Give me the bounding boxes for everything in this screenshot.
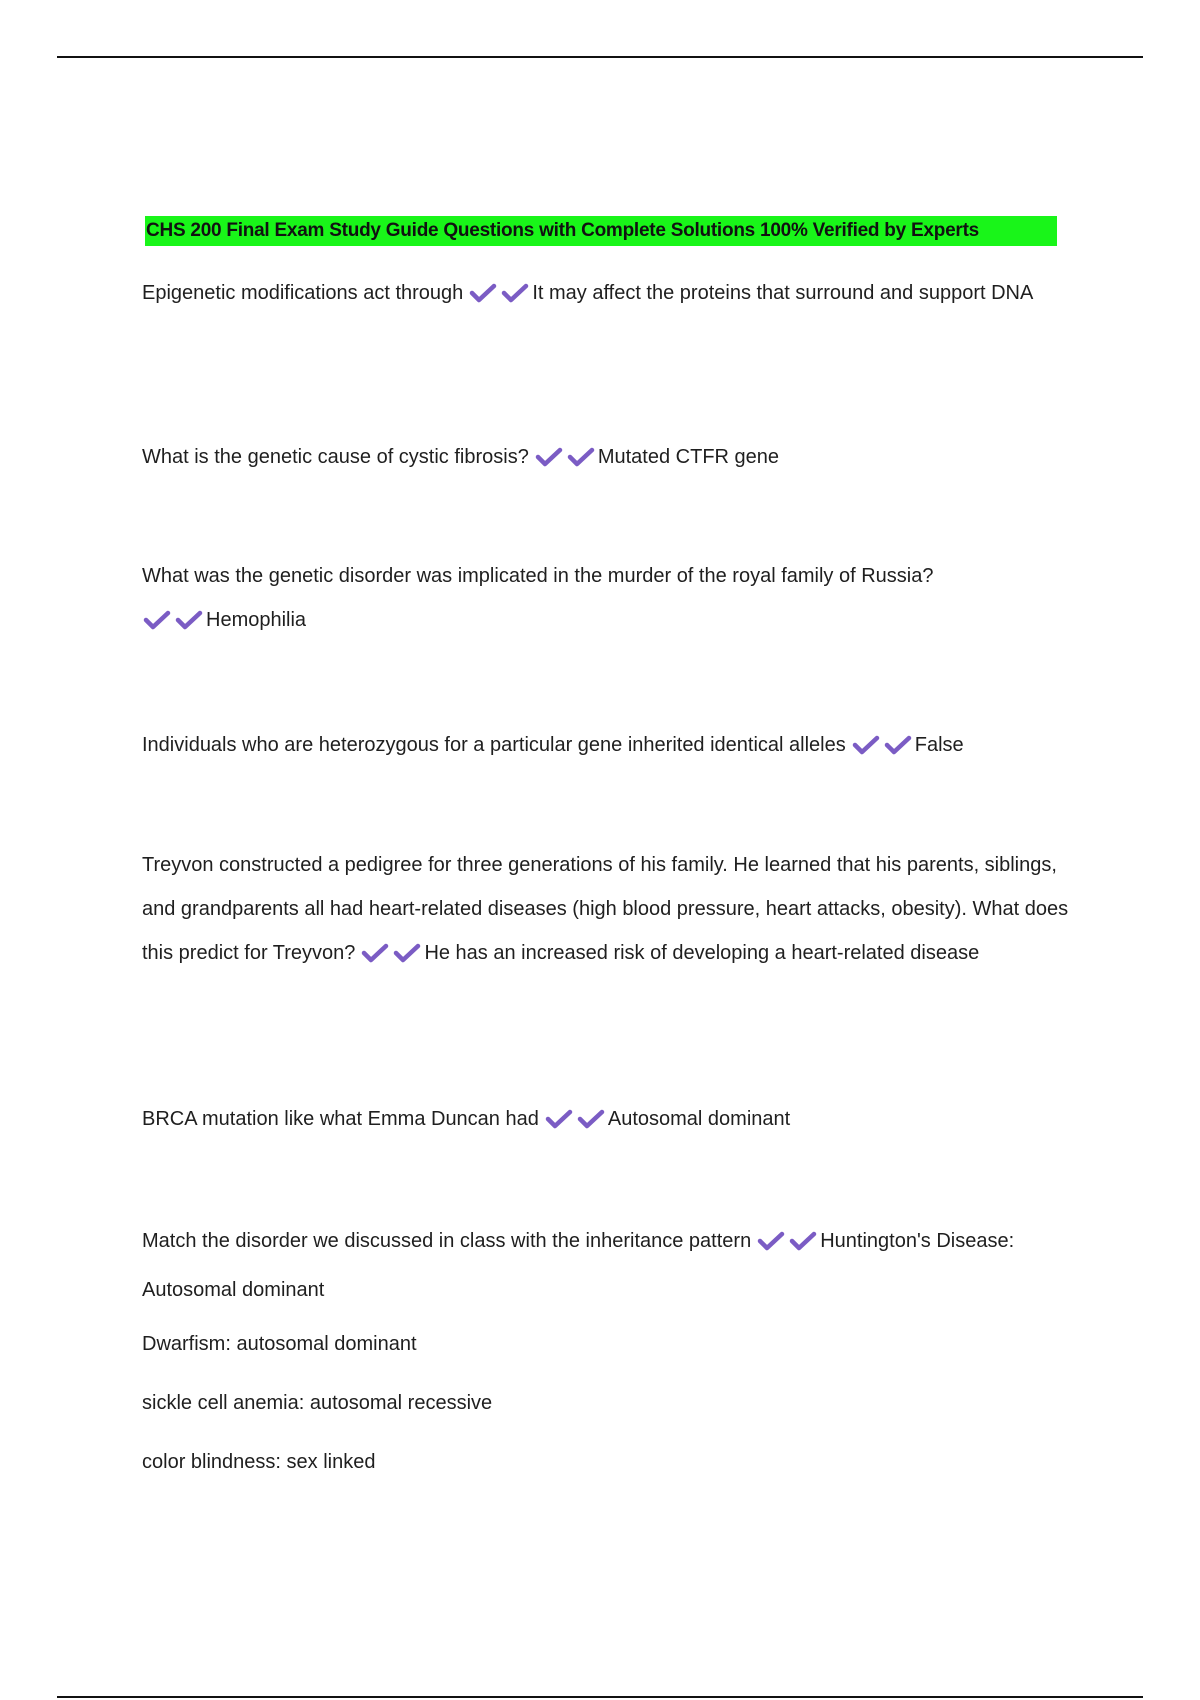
question-text: Epigenetic modifications act through — [142, 282, 464, 304]
question-text: What was the genetic disorder was implicated in the murder of the royal family of Russia? — [142, 565, 934, 587]
answer-text: False — [914, 734, 964, 756]
answer-extra-line: Dwarfism: autosomal dominant — [142, 1333, 417, 1355]
answer-extra-line: color blindness: sex linked — [142, 1451, 376, 1473]
double-checkmark-icon — [535, 440, 595, 484]
double-checkmark-icon — [852, 728, 912, 772]
answer-text: Mutated CTFR gene — [597, 446, 780, 468]
qa-item-5 — [142, 843, 1072, 980]
answer-text: Autosomal dominant — [607, 1108, 791, 1130]
answer-text: Hemophilia — [206, 609, 307, 631]
double-checkmark-icon — [545, 1102, 605, 1146]
double-checkmark-icon — [361, 936, 421, 980]
document-title: CHS 200 Final Exam Study Guide Questions with Complete Solutions 100% Verified by Experts — [145, 216, 1057, 246]
qa-item-2 — [142, 435, 1072, 484]
qa-item-7 — [142, 1219, 1072, 1312]
header-rule — [57, 56, 1143, 58]
double-checkmark-icon — [757, 1224, 817, 1268]
question-text: What is the genetic cause of cystic fibrosis? — [142, 446, 529, 468]
question-text: Treyvon constructed a pedigree for three generations of his family. He learned that his parents, siblings, and grandparents all had heart-related diseases (high blood pressure, heart attacks, obesity). What does this predict for Treyvon? — [142, 854, 1069, 964]
question-text: BRCA mutation like what Emma Duncan had — [142, 1108, 539, 1130]
question-text: Individuals who are heterozygous for a particular gene inherited identical alleles — [142, 734, 846, 756]
qa-item-1 — [142, 271, 1072, 320]
question-text: Match the disorder we discussed in class with the inheritance pattern — [142, 1230, 752, 1252]
qa-item-6 — [142, 1097, 1072, 1146]
answer-text: He has an increased risk of developing a heart-related disease — [424, 942, 980, 964]
qa-item-3 — [142, 554, 1072, 647]
answer-text: It may affect the proteins that surround and support DNA — [532, 282, 1034, 304]
double-checkmark-icon — [469, 276, 529, 320]
double-checkmark-icon — [143, 603, 203, 647]
answer-extra-line: sickle cell anemia: autosomal recessive — [142, 1392, 493, 1414]
answer-text: Huntington's Disease: Autosomal dominant — [142, 1230, 1015, 1301]
footer-rule — [57, 1696, 1143, 1698]
qa-item-4 — [142, 723, 1072, 772]
